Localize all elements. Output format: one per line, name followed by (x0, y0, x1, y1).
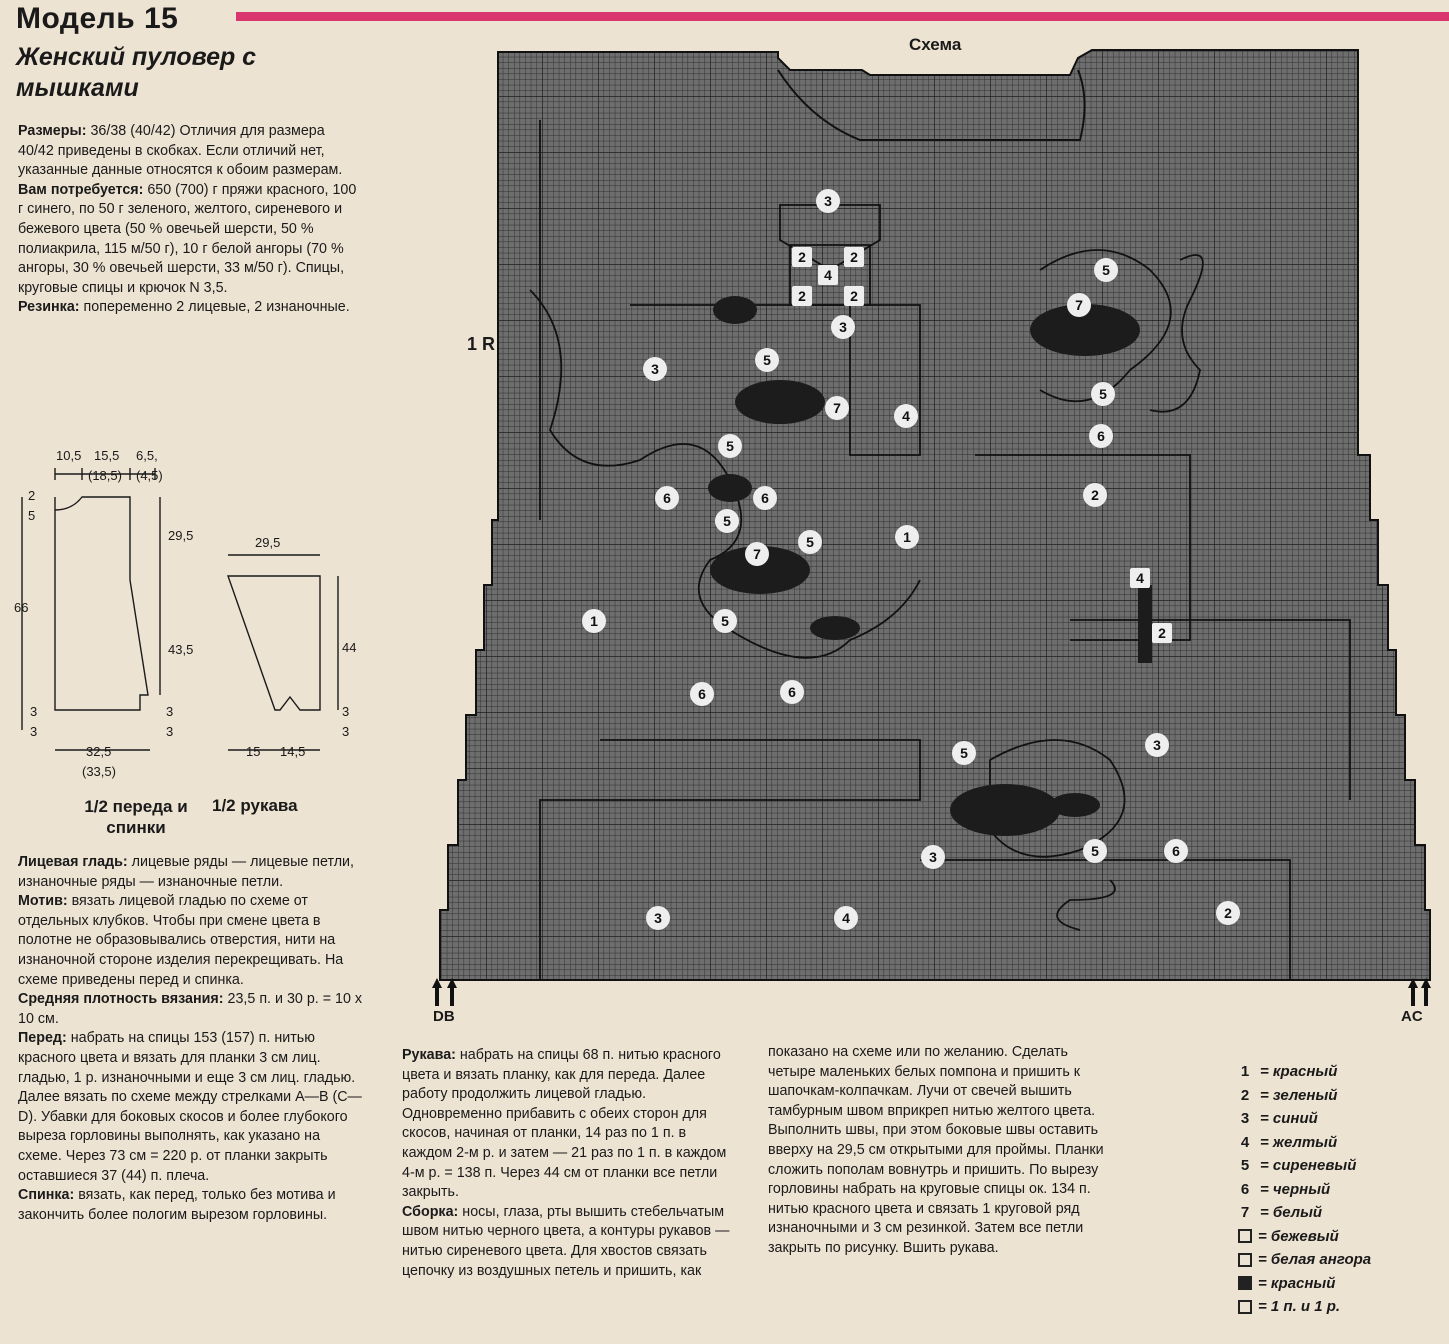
legend-key-3: 3 (1240, 1110, 1250, 1128)
front-label: Перед: (18, 1030, 67, 1047)
zone-marker-2-b: 2 (844, 247, 864, 267)
zone-marker-2-right: 2 (1083, 483, 1107, 507)
materials-paragraph (18, 181, 363, 299)
dim-body-bottom-b: 3 (30, 724, 38, 739)
legend-swatch-empty-icon (1238, 1253, 1252, 1267)
zone-marker-2-bottom: 2 (1216, 901, 1240, 925)
dim-edge-width: 6,5, (136, 448, 158, 463)
dim-sleeve-height: 44 (342, 640, 357, 655)
legend-text-stitch: = 1 п. и 1 р. (1258, 1298, 1341, 1316)
legend-key-5: 5 (1240, 1157, 1250, 1175)
legend-row-6 (1236, 1178, 1436, 1202)
legend-row-7 (1236, 1201, 1436, 1225)
arrow-d-icon (432, 978, 442, 1006)
legend-text-5: = сиреневый (1260, 1157, 1357, 1175)
dim-shoulder-width: 15,5 (94, 448, 120, 463)
sleeves-paragraph (402, 1046, 736, 1203)
gauge-text: 23,5 п. и 30 р. = 10 x 10 см. (18, 991, 363, 1027)
zone-marker-5-mouse-a: 5 (1094, 258, 1118, 282)
zone-marker-3-bow: 3 (816, 189, 840, 213)
stockinette-text: лицевые ряды — лицевые петли, изнаночные ряды — изнаночные петли. (18, 854, 355, 890)
materials-label: Вам потребуется: (18, 181, 144, 198)
assembly-paragraph (402, 1203, 736, 1281)
zone-marker-6-bottom: 6 (1164, 839, 1188, 863)
color-legend (1236, 1060, 1436, 1319)
arrow-c-icon (1421, 978, 1431, 1006)
sizes-label: Размеры: (18, 123, 87, 139)
intro-text-block (18, 122, 363, 318)
zone-marker-6-feet-b: 6 (780, 680, 804, 704)
zone-marker-2-d: 2 (844, 286, 864, 306)
sleeve-schematic-caption: 1/2 рукава (212, 796, 298, 815)
stockinette-label: Лицевая гладь: (18, 854, 128, 870)
dim-sleeve-right-a: 3 (342, 704, 350, 719)
zone-marker-3-left: 3 (643, 357, 667, 381)
back-label: Спинка: (18, 1187, 75, 1204)
back-paragraph (18, 1186, 363, 1225)
zone-marker-5-mouse-d: 5 (718, 434, 742, 458)
dim-body-width: 32,5 (86, 744, 112, 759)
garment-schematic (0, 440, 370, 850)
dim-side-5: 5 (28, 508, 36, 523)
zone-marker-7-mouse-a: 7 (1067, 293, 1091, 317)
legend-row-angora (1236, 1248, 1436, 1272)
dim-body-bottom-a: 3 (30, 704, 38, 719)
rib-label: Резинка: (18, 299, 80, 316)
legend-swatch-empty-icon (1238, 1300, 1252, 1314)
sizes-paragraph (18, 122, 363, 181)
row-marker: 1 R (467, 334, 496, 354)
zone-marker-4-candle: 4 (1130, 568, 1150, 588)
legend-row-1 (1236, 1060, 1436, 1084)
legend-row-stitch (1236, 1295, 1436, 1319)
legend-row-4 (1236, 1131, 1436, 1155)
zone-marker-5-mouse-b: 5 (755, 348, 779, 372)
chart-title: Схема (909, 35, 962, 54)
front-paragraph (18, 1029, 363, 1186)
dim-neck-width: 10,5 (56, 448, 82, 463)
legend-text-6: = черный (1260, 1180, 1331, 1198)
zone-marker-5-mouse-f: 5 (798, 530, 822, 554)
zone-marker-1-left: 1 (582, 609, 606, 633)
arrow-a-icon (1408, 978, 1418, 1006)
motif-text: вязать лицевой гладью по схеме от отдельных клубков. Чтобы при смене цвета в полотне не образовывались отверстия, нити на изнаночной стороне изделия перекрещивать. На схеме приведены перед и спинка. (18, 893, 344, 988)
legend-row-5 (1236, 1154, 1436, 1178)
sleeves-label: Рукава: (402, 1047, 456, 1063)
arrow-label-ac: AC (1401, 1008, 1423, 1025)
zone-marker-5-mouse-g: 5 (713, 609, 737, 633)
legend-key-6: 6 (1240, 1180, 1250, 1198)
zone-marker-4-bottom: 4 (834, 906, 858, 930)
back-text: вязать, как перед, только без мотива и закончить более пологим вырезом горловины. (18, 1187, 336, 1223)
legend-key-1: 1 (1240, 1063, 1250, 1081)
dim-armhole: 29,5 (168, 528, 194, 543)
stockinette-paragraph (18, 853, 363, 892)
dim-body-width-alt: (33,5) (82, 764, 116, 779)
zone-marker-6-right: 6 (1089, 424, 1113, 448)
sizes-value: 36/38 (40/42) (90, 123, 176, 139)
dim-edge-width-alt: (4,5) (136, 468, 163, 483)
legend-swatch-filled-icon (1238, 1276, 1252, 1290)
legend-text-7: = белый (1260, 1204, 1323, 1222)
zone-marker-7-mouse-b: 7 (825, 396, 849, 420)
dim-side-2: 2 (28, 488, 36, 503)
motif-label: Мотив: (18, 893, 68, 910)
legend-text-angora: = белая ангора (1258, 1251, 1372, 1269)
zone-marker-3-bottom-mid: 3 (921, 845, 945, 869)
legend-row-red-filled (1236, 1272, 1436, 1296)
zone-marker-5-mouse-c: 5 (1091, 382, 1115, 406)
legend-text-2: = зеленый (1260, 1086, 1338, 1104)
zone-marker-3-gift: 3 (831, 315, 855, 339)
legend-swatch-empty-icon (1238, 1229, 1252, 1243)
sleeves-text-block (402, 1046, 736, 1281)
legend-key-7: 7 (1240, 1204, 1250, 1222)
assembly-text-part1: носы, глаза, рты вышить стебельчатым швом нитью черного цвета, а контуры рукавов — нитью сиреневого цвета. Для хвостов связать цепочку из воздушных петель и пришить, как (402, 1203, 730, 1279)
title-accent-bar (236, 12, 1449, 21)
zone-marker-3-bottom-left: 3 (646, 906, 670, 930)
assembly-label: Сборка: (402, 1203, 459, 1220)
arrow-label-db: DB (433, 1008, 455, 1025)
page-subtitle: Женский пуловер с мышками (16, 43, 257, 102)
legend-text-red-filled: = красный (1258, 1274, 1336, 1292)
dim-shoulder-width-alt: (18,5) (88, 468, 122, 483)
gauge-paragraph (18, 990, 363, 1029)
dim-sleeve-right-b: 3 (342, 724, 350, 739)
legend-key-2: 2 (1240, 1086, 1250, 1104)
dim-body-height: 66 (14, 600, 29, 615)
rib-text: попеременно 2 лицевые, 2 изнаночные. (83, 299, 350, 316)
zone-marker-4-gift: 4 (818, 265, 838, 285)
legend-row-3 (1236, 1107, 1436, 1131)
dim-sleeve-bottom-a: 3 (166, 704, 174, 719)
gauge-label: Средняя плотность вязания: (18, 991, 224, 1008)
rib-paragraph (18, 298, 363, 318)
zone-marker-2-c: 2 (792, 286, 812, 306)
page-title: Модель 15 (16, 2, 179, 35)
dim-sleeve-bottom-b: 3 (166, 724, 174, 739)
zone-marker-3-right: 3 (1145, 733, 1169, 757)
body-schematic-caption: 1/2 переда и спинки (84, 797, 188, 837)
motif-paragraph (18, 892, 363, 990)
legend-row-2 (1236, 1084, 1436, 1108)
zone-marker-5-mouse-h: 5 (952, 741, 976, 765)
assembly-text-part2: показано на схеме или по желанию. Сделать четыре маленьких белых помпона и пришить к шапочкам-колпачкам. Лучи от свечей вышить тамбурным швом вприкреп нитью желтого цвета. Выполнить швы, при этом боковые швы оставить вверху на 29,5 см открытыми для проймы. Планки сложить пополам вовнутрь и пришить. По вырезу горловины набрать на круговые спицы ок. 134 п. нитью красного цвета и связать 1 круговой ряд изнаночными и 3 см резинкой. Затем все петли закрыть по рисунку. Вшить рукава. (768, 1044, 1104, 1256)
legend-text-4: = желтый (1260, 1133, 1338, 1151)
zone-marker-5-mouse-e: 5 (715, 509, 739, 533)
assembly-continued-block (768, 1043, 1104, 1259)
instructions-text-block (18, 853, 363, 1225)
zone-marker-7-mouse-c: 7 (745, 542, 769, 566)
zone-marker-5-mouse-i: 5 (1083, 839, 1107, 863)
sleeves-text: набрать на спицы 68 п. нитью красного цвета и вязать планку, как для переда. Далее работу продолжить лицевой гладью. Одновременно прибавить с обеих сторон для скосов, начиная от планки, 14 раз по 1 п. в каждом 2-м р. и затем — 21 раз по 1 п. в каждом 4-м р. = 138 п. Через 44 см от планки все петли закрыть. (402, 1047, 727, 1201)
dim-sleeve-bottom-left: 15 (246, 744, 261, 759)
arrow-b-icon (447, 978, 457, 1006)
legend-text-1: = красный (1260, 1063, 1338, 1081)
zone-marker-1-center: 1 (895, 525, 919, 549)
zone-marker-6-left-a: 6 (655, 486, 679, 510)
dim-sleeve-bottom-right: 14,5 (280, 744, 306, 759)
zone-marker-4-center: 4 (894, 404, 918, 428)
sizes-note: Отличия для размера 40/42 приведены в скобках. Если отличий нет, указанные данные относятся к обоим размерам. (18, 123, 343, 179)
dim-body-lower: 43,5 (168, 642, 194, 657)
legend-key-4: 4 (1240, 1133, 1250, 1151)
zone-marker-6-left-b: 6 (753, 486, 777, 510)
zone-marker-6-feet-a: 6 (690, 682, 714, 706)
legend-row-beige (1236, 1225, 1436, 1249)
chart-arrows (430, 978, 1445, 1008)
materials-text: 650 (700) г пряжи красного, 100 г синего, по 50 г зеленого, желтого, сиреневого и бежевого цвета (50 % овечьей шерсти, 50 % полиакрила, 115 м/50 г), 10 г белой ангоры (70 % ангоры, 30 % овечьей шерсти, 33 м/50 г). Спицы, круговые спицы и крючок N 3,5. (18, 181, 357, 296)
legend-text-3: = синий (1260, 1110, 1318, 1128)
zone-marker-2-a: 2 (792, 247, 812, 267)
front-text: набрать на спицы 153 (157) п. нитью красного цвета и вязать для планки 3 см лиц. гладью, 1 р. изнаночными и еще 3 см лиц. гладью. Далее вязать по схеме между стрелками A—B (C—D). Убавки для боковых скосов и более глубокого выреза горловины выполнять, как указано на схеме. Через 73 см = 220 р. от планки закрыть оставшиеся 37 (44) п. плеча. (18, 1030, 362, 1184)
legend-text-beige: = бежевый (1258, 1227, 1339, 1245)
zone-marker-2-candle: 2 (1152, 623, 1172, 643)
dim-sleeve-top: 29,5 (255, 535, 281, 550)
